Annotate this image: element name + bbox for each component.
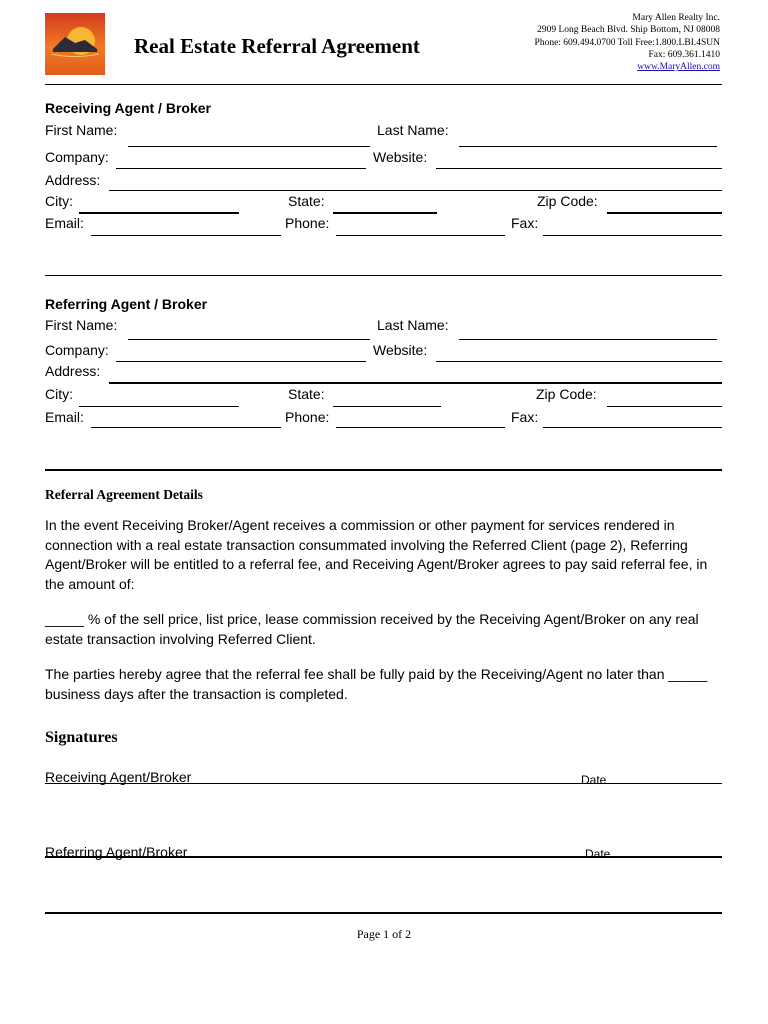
company-address: 2909 Long Beach Blvd. Ship Bottom, NJ 08008 [537, 25, 720, 36]
receiving-company-label: Company: [45, 149, 109, 165]
footer-divider [45, 912, 722, 914]
signatures-heading: Signatures [45, 729, 118, 746]
receiving-state-label: State: [288, 193, 325, 209]
contact-block [535, 12, 720, 73]
referring-state-label: State: [288, 386, 325, 402]
referring-website-field[interactable] [436, 361, 722, 362]
receiving-phone-label: Phone: [285, 215, 330, 231]
referring-last-name-label: Last Name: [377, 317, 449, 333]
receiving-first-name-field[interactable] [128, 146, 370, 147]
receiving-zip-label: Zip Code: [537, 193, 598, 209]
referring-website-label: Website: [373, 342, 428, 358]
referring-last-name-field[interactable] [459, 339, 717, 340]
page-number: Page 1 of 2 [356, 927, 412, 941]
referring-fax-label: Fax: [511, 409, 539, 425]
receiving-signature-label: Receiving Agent/Broker [45, 769, 192, 785]
referring-email-label: Email: [45, 409, 84, 425]
referring-phone-label: Phone: [285, 409, 330, 425]
receiving-first-name-label: First Name: [45, 122, 118, 138]
details-paragraph-1: In the event Receiving Broker/Agent receives a commission or other payment for services rendered in connection with a real estate transaction consummated involving the Referred Client (page 2), Referring Agent/Broker will be entitled to a referral fee, and Receiving Agent/Broker agrees to pay said referral fee, in the amount of: [45, 517, 708, 592]
referring-first-name-label: First Name: [45, 317, 118, 333]
receiving-city-label: City: [45, 193, 73, 209]
referring-company-field[interactable] [116, 361, 366, 362]
referring-email-field[interactable] [91, 427, 281, 428]
referring-signature-label: Referring Agent/Broker [45, 844, 188, 860]
receiving-date-label: Date [581, 773, 607, 787]
referring-fax-field[interactable] [543, 427, 722, 428]
header-divider [45, 84, 722, 85]
company-website-link[interactable]: www.MaryAllen.com [637, 62, 720, 73]
section-divider [45, 275, 722, 276]
company-fax: Fax: 609.361.1410 [648, 49, 720, 60]
referring-zip-field[interactable] [607, 406, 722, 407]
receiving-city-field[interactable] [79, 212, 239, 214]
receiving-fax-label: Fax: [511, 215, 539, 231]
referring-company-label: Company: [45, 342, 109, 358]
referring-zip-label: Zip Code: [536, 386, 597, 402]
receiving-signature-line[interactable] [45, 783, 722, 784]
receiving-last-name-field[interactable] [459, 146, 717, 147]
details-heading: Referral Agreement Details [45, 487, 203, 502]
referring-date-label: Date [585, 847, 611, 861]
receiving-zip-field[interactable] [607, 212, 722, 214]
receiving-email-label: Email: [45, 215, 84, 231]
referring-heading: Referring Agent / Broker [45, 296, 208, 312]
receiving-last-name-label: Last Name: [377, 122, 449, 138]
referring-state-field[interactable] [333, 406, 441, 407]
referring-city-label: City: [45, 386, 73, 402]
receiving-website-field[interactable] [436, 168, 722, 169]
receiving-fax-field[interactable] [543, 235, 722, 236]
details-paragraph-2: _____ % of the sell price, list price, lease commission received by the Receiving Agent/Broker on any real estate transaction involving Referred Client. [45, 611, 699, 647]
receiving-address-label: Address: [45, 172, 101, 188]
referring-first-name-field[interactable] [128, 339, 370, 340]
section-divider [45, 469, 722, 471]
company-phone: Phone: 609.494.0700 Toll Free:1.800.LBI.4SUN [534, 37, 720, 48]
receiving-heading: Receiving Agent / Broker [45, 100, 211, 116]
receiving-phone-field[interactable] [336, 235, 505, 236]
referring-phone-field[interactable] [336, 427, 505, 428]
details-paragraph-3: The parties hereby agree that the referral fee shall be fully paid by the Receiving/Agent no later than _____ business days after the transaction is completed. [45, 666, 708, 702]
document-title: Real Estate Referral Agreement [134, 34, 420, 58]
receiving-email-field[interactable] [91, 235, 281, 236]
receiving-state-field[interactable] [333, 212, 437, 214]
receiving-website-label: Website: [373, 149, 428, 165]
company-logo [45, 13, 105, 75]
receiving-company-field[interactable] [116, 168, 366, 169]
receiving-address-field[interactable] [109, 190, 722, 191]
company-name: Mary Allen Realty Inc. [632, 13, 720, 23]
referring-address-label: Address: [45, 363, 101, 379]
referring-signature-line[interactable] [45, 856, 722, 858]
referring-address-field[interactable] [109, 382, 722, 384]
referring-city-field[interactable] [79, 406, 239, 407]
